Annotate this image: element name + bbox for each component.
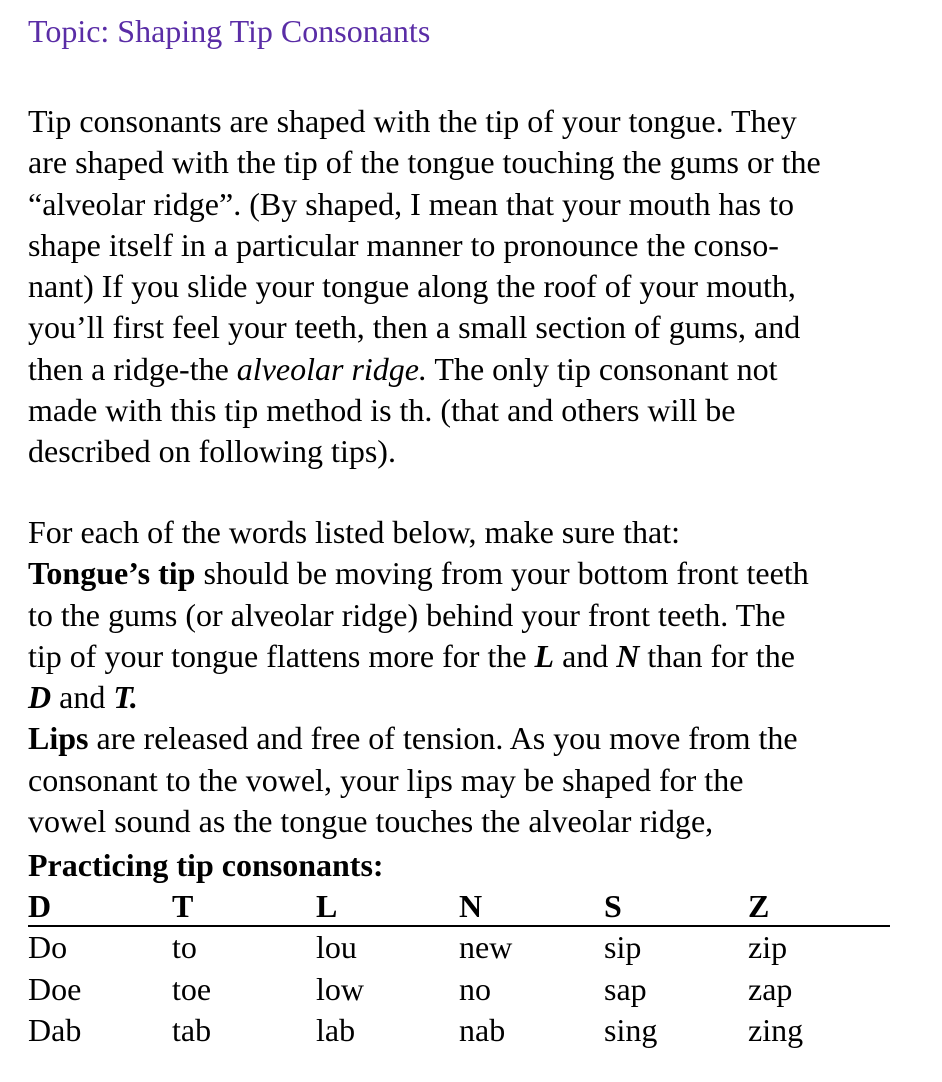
column-header: N <box>459 888 483 924</box>
column-header: Z <box>748 888 770 924</box>
table-header-row <box>28 887 890 927</box>
table-cell: sap <box>604 970 647 1007</box>
intro-text: The only tip consonant not <box>426 350 778 387</box>
intro-line: made with this tip method is th. (that and others will be <box>28 392 736 429</box>
letter-t: T. <box>113 679 138 716</box>
column-header: T <box>172 888 194 924</box>
table-cell: Dab <box>28 1012 82 1048</box>
table-row <box>28 969 890 1011</box>
table-cell: sing <box>604 1012 658 1048</box>
table-cell: zap <box>748 970 793 1007</box>
letter-d: D <box>28 679 52 716</box>
table-cell: tab <box>172 1012 212 1048</box>
table-cell: lab <box>316 1012 356 1048</box>
instructions-line: For each of the words listed below, make sure that: <box>28 514 680 550</box>
instructions-text: and <box>51 679 114 716</box>
table-cell: Doe <box>28 970 82 1007</box>
lips-label: Lips <box>28 720 89 757</box>
tongue-tip-label: Tongue’s tip <box>28 555 196 592</box>
table-cell: sip <box>604 929 642 965</box>
instructions-text: are released and free of tension. As you move from the <box>88 720 798 757</box>
table-cell: lou <box>316 929 357 965</box>
instructions-line: vowel sound as the tongue touches the alveolar ridge, <box>28 803 714 840</box>
column-header: L <box>316 888 338 924</box>
instructions-text: tip of your tongue flattens more for the <box>28 637 535 674</box>
instructions-text: than for the <box>639 637 795 674</box>
instructions-line <box>28 636 928 677</box>
column-header: D <box>28 888 52 924</box>
instructions-line <box>28 677 928 718</box>
intro-line: shape itself in a particular manner to pronounce the conso- <box>28 226 779 263</box>
column-header: S <box>604 888 622 924</box>
table-cell: nab <box>459 1012 506 1048</box>
table-cell: low <box>316 970 364 1007</box>
intro-line: Tip consonants are shaped with the tip of your tongue. They <box>28 103 797 139</box>
instructions-line: consonant to the vowel, your lips may be shaped for the <box>28 761 744 798</box>
instructions-text: and <box>554 637 617 674</box>
intro-line: “alveolar ridge”. (By shaped, I mean that your mouth has to <box>28 185 794 222</box>
table-cell: Do <box>28 929 68 965</box>
table-cell: no <box>459 970 491 1007</box>
table-cell: toe <box>172 970 212 1007</box>
table-row <box>28 1010 890 1052</box>
page-title: Topic: Shaping Tip Consonants <box>28 13 431 49</box>
intro-line: are shaped with the tip of the tongue touching the gums or the <box>28 144 821 181</box>
table-cell: new <box>459 929 513 965</box>
letter-l: L <box>534 637 555 674</box>
table-cell: to <box>172 929 197 965</box>
practice-table <box>28 887 890 1052</box>
alveolar-ridge-term: alveolar ridge. <box>236 350 427 387</box>
table-cell: zing <box>748 1012 804 1048</box>
intro-line: nant) If you slide your tongue along the roof of your mouth, <box>28 268 796 305</box>
intro-line: described on following tips). <box>28 433 396 470</box>
instructions-line: to the gums (or alveolar ridge) behind your front teeth. The <box>28 596 786 633</box>
table-row <box>28 927 890 969</box>
tongue-tip-line <box>28 553 928 594</box>
table-cell: zip <box>748 929 788 965</box>
instructions-text: should be moving from your bottom front teeth <box>195 555 809 592</box>
practice-heading: Practicing tip consonants: <box>28 847 384 883</box>
lips-line <box>28 718 928 759</box>
letter-n: N <box>616 637 640 674</box>
intro-line: you’ll first feel your teeth, then a small section of gums, and <box>28 309 801 346</box>
intro-line <box>28 349 928 390</box>
intro-paragraph <box>28 101 928 473</box>
instructions-paragraph <box>28 512 928 842</box>
intro-text: then a ridge-the <box>28 350 237 387</box>
